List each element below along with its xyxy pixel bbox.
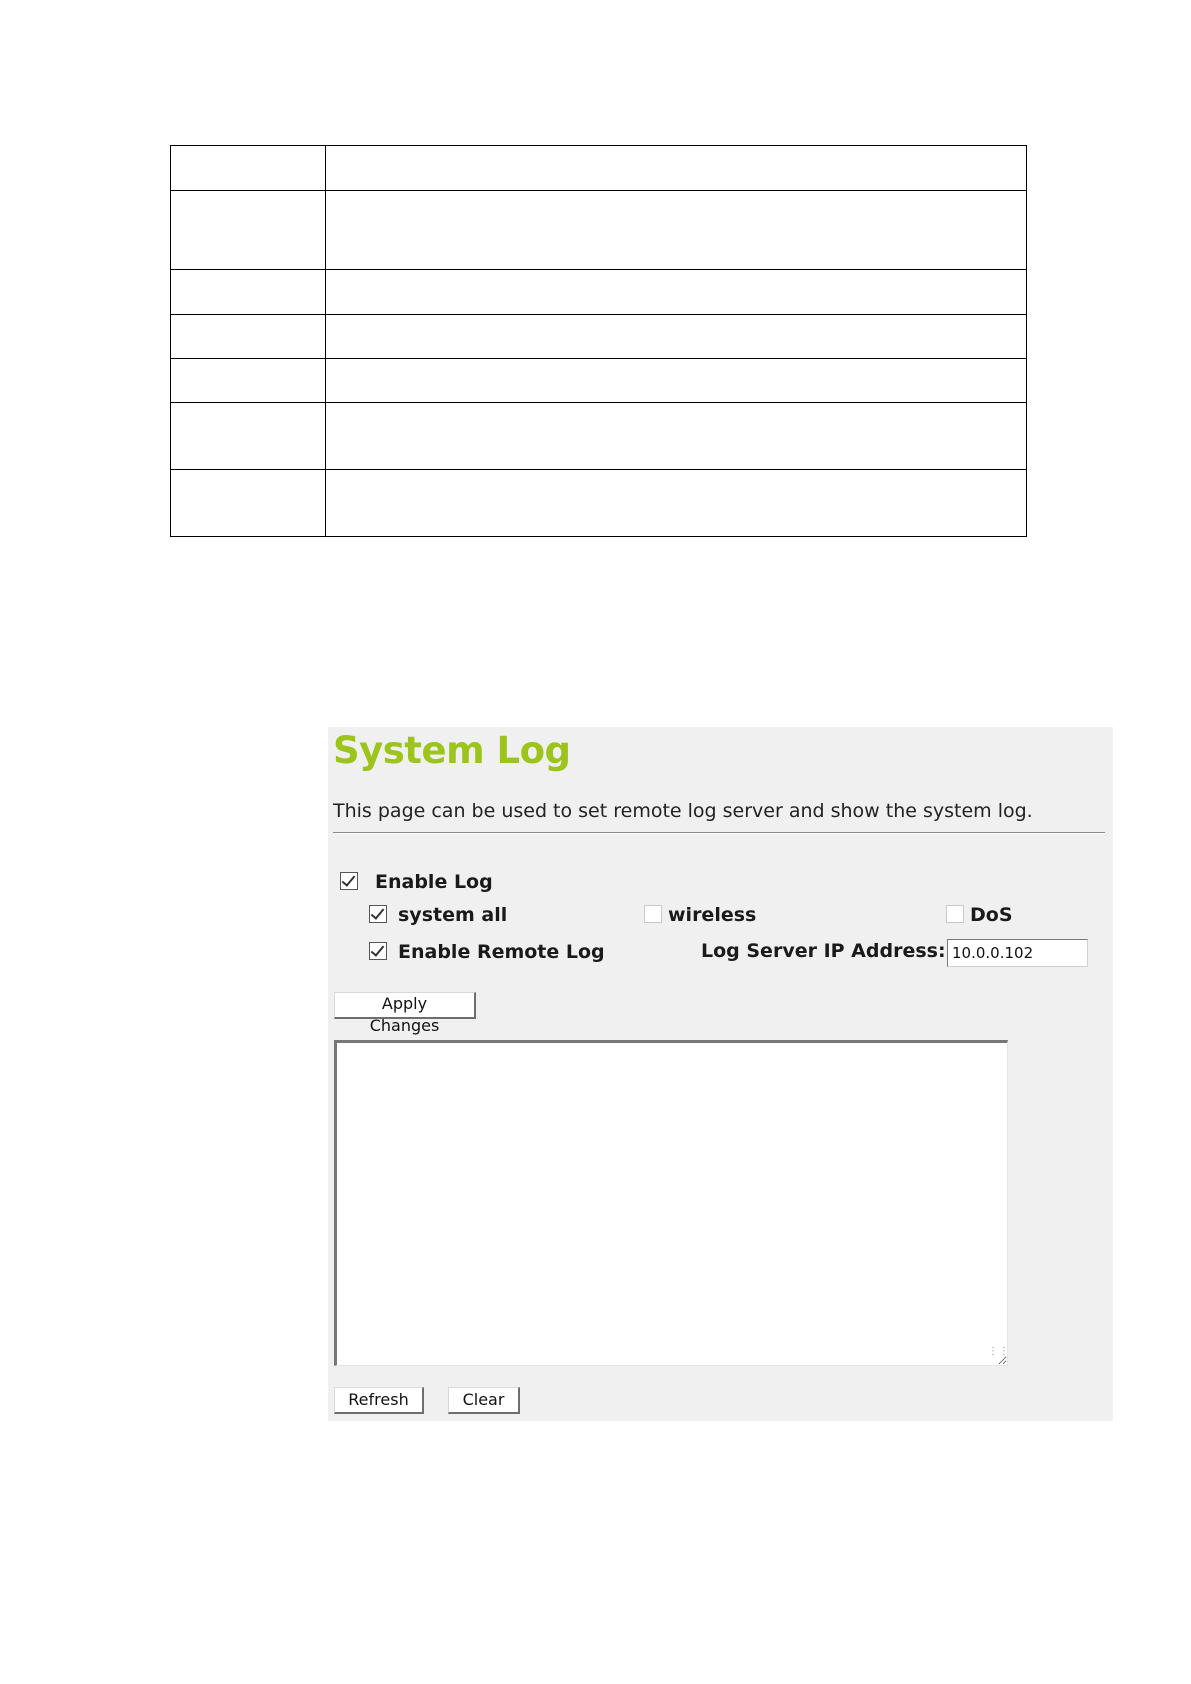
table-cell	[326, 146, 1027, 191]
enable-log-label: Enable Log	[375, 871, 493, 893]
table-row	[171, 359, 1027, 403]
log-server-ip-input[interactable]	[947, 939, 1088, 967]
table-cell	[326, 315, 1027, 359]
clear-button[interactable]: Clear	[448, 1387, 520, 1414]
table-cell	[326, 470, 1027, 537]
wireless-checkbox[interactable]	[644, 905, 662, 923]
table-cell	[326, 359, 1027, 403]
system-all-checkbox[interactable]	[369, 905, 387, 923]
dos-checkbox[interactable]	[946, 905, 964, 923]
enable-log-checkbox[interactable]	[340, 872, 358, 890]
system-all-label: system all	[398, 904, 508, 926]
table-cell	[326, 191, 1027, 270]
wireless-label: wireless	[668, 904, 757, 926]
top-empty-table	[170, 145, 1027, 537]
table-cell	[326, 403, 1027, 470]
enable-remote-log-checkbox[interactable]	[369, 942, 387, 960]
table-cell	[171, 470, 326, 537]
resize-grip-icon[interactable]: ⋮⋮	[988, 1346, 1010, 1357]
system-log-textarea[interactable]	[334, 1040, 1008, 1366]
table-row	[171, 270, 1027, 315]
page-title: System Log	[333, 729, 571, 772]
table-row	[171, 403, 1027, 470]
table-cell	[171, 315, 326, 359]
table-cell	[171, 270, 326, 315]
table-cell	[171, 191, 326, 270]
dos-label: DoS	[970, 904, 1013, 926]
enable-remote-log-label: Enable Remote Log	[398, 941, 605, 963]
table-row	[171, 315, 1027, 359]
divider	[333, 832, 1105, 834]
table-row	[171, 191, 1027, 270]
table-row	[171, 470, 1027, 537]
refresh-button[interactable]: Refresh	[334, 1387, 424, 1414]
table-cell	[171, 403, 326, 470]
system-log-panel	[328, 727, 1113, 1421]
table-cell	[171, 359, 326, 403]
table-cell	[171, 146, 326, 191]
log-server-ip-label: Log Server IP Address:	[701, 940, 946, 962]
table-cell	[326, 270, 1027, 315]
page-description: This page can be used to set remote log server and show the system log.	[333, 800, 1033, 822]
table-row	[171, 146, 1027, 191]
apply-changes-button[interactable]: Apply Changes	[334, 992, 476, 1019]
